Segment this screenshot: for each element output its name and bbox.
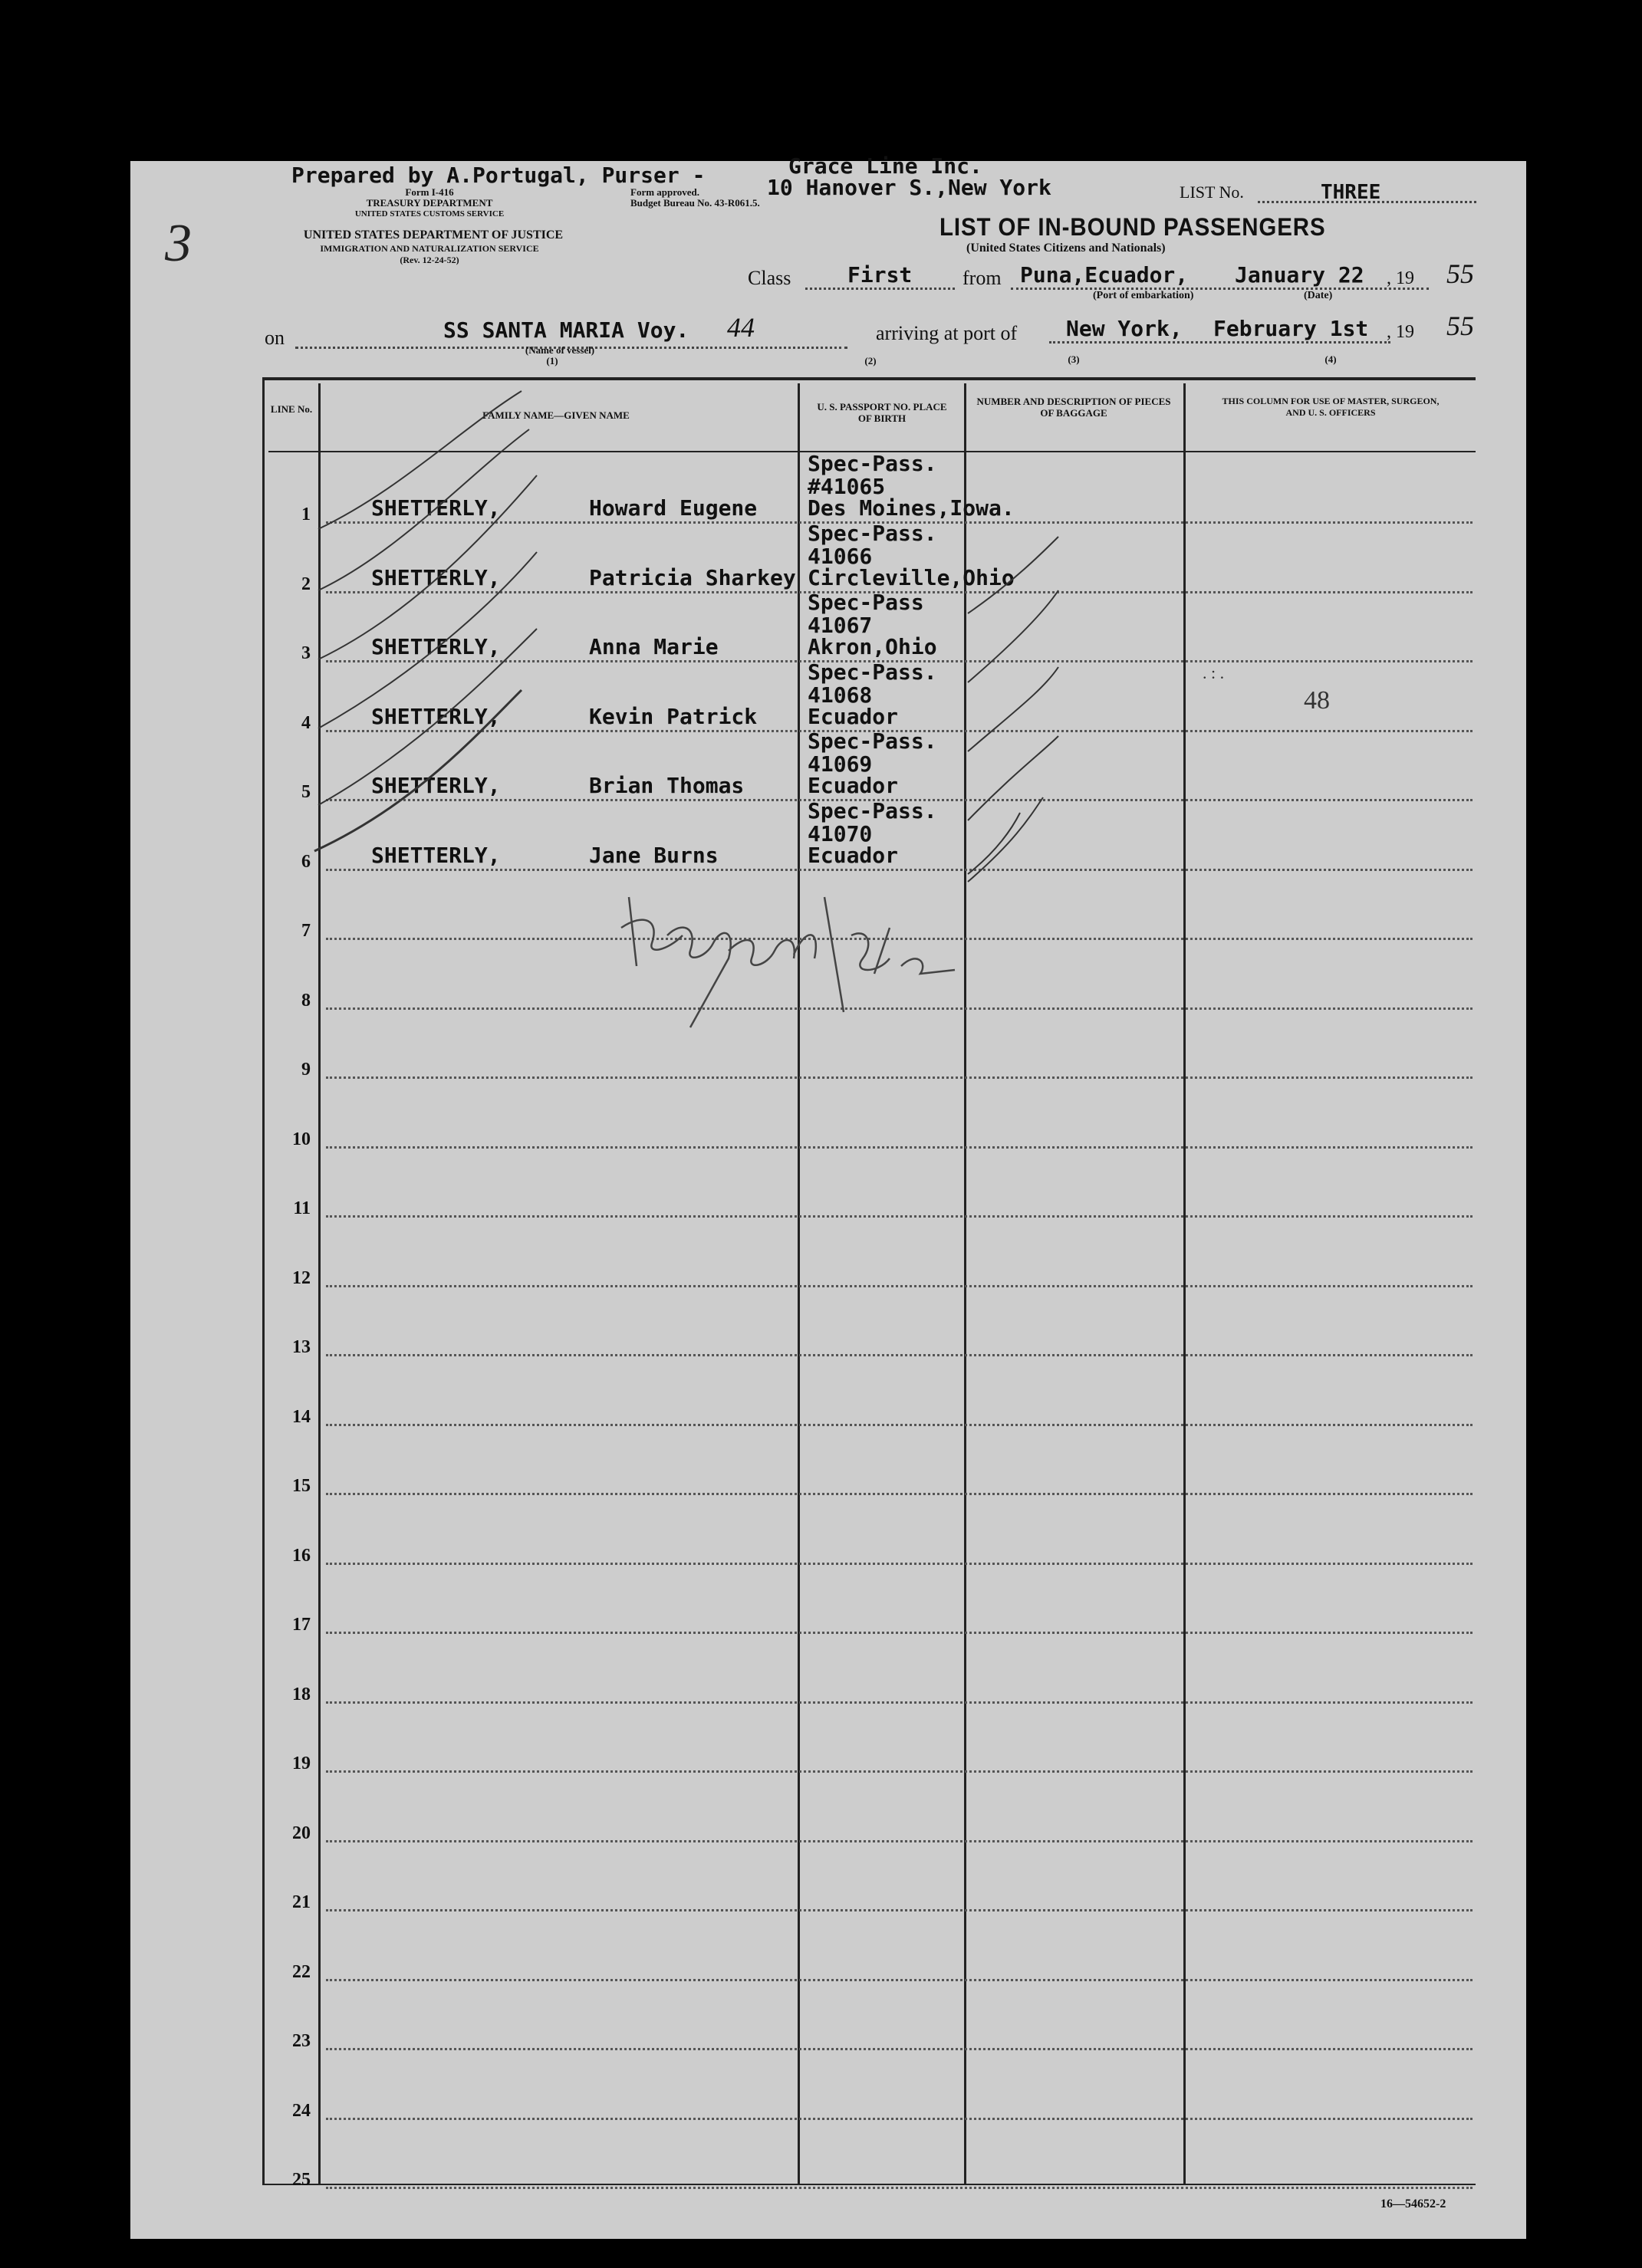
line-number: 6: [301, 851, 311, 872]
col-header-officers: THIS COLUMN FOR USE OF MASTER, SURGEON, AND U. S. OFFICERS: [1222, 396, 1440, 418]
passport-number: 41069: [808, 751, 873, 777]
company-address: 10 Hanover S.,New York: [767, 175, 1051, 200]
line-number: 2: [301, 574, 311, 594]
birthplace: Akron,Ohio: [808, 634, 937, 659]
passport-number: 41068: [808, 682, 873, 708]
col-header-passport: U. S. PASSPORT NO. PLACE OF BIRTH: [817, 401, 947, 424]
birthplace: Ecuador: [808, 773, 899, 798]
caption-4: (4): [1324, 353, 1337, 365]
caption-1: (1): [546, 355, 558, 366]
caption-2: (2): [864, 355, 877, 366]
date-caption: (Date): [1304, 290, 1333, 301]
line-number: 18: [292, 1684, 311, 1704]
given-name: Howard Eugene: [589, 495, 758, 521]
officer-dots: . : .: [1203, 663, 1225, 682]
line-number: 19: [292, 1754, 311, 1773]
passport-type: Spec-Pass.: [808, 797, 937, 823]
embark-year-prefix: , 19: [1387, 268, 1414, 288]
given-name: Anna Marie: [589, 634, 719, 659]
family-name: SHETTERLY,: [371, 773, 501, 798]
page-mark: 3: [165, 214, 192, 273]
given-name: Patricia Sharkey: [589, 564, 796, 590]
passport-number: 41066: [808, 543, 873, 569]
line-number: 14: [292, 1406, 311, 1427]
manifest-title: LIST OF IN-BOUND PASSENGERS: [939, 213, 1326, 241]
justice-dept: UNITED STATES DEPARTMENT OF JUSTICE: [303, 228, 564, 242]
embark-year: 55: [1446, 258, 1474, 289]
family-name: SHETTERLY,: [371, 634, 501, 659]
form-revision: (Rev. 12-24-52): [400, 255, 459, 265]
prepared-by: Prepared by A.Portugal, Purser -: [291, 163, 706, 188]
birthplace: Ecuador: [808, 842, 899, 868]
customs-service: UNITED STATES CUSTOMS SERVICE: [354, 209, 505, 219]
arrival-year: 55: [1446, 311, 1474, 341]
voyage-number: 44: [727, 312, 755, 343]
line-number: 17: [292, 1615, 311, 1635]
form-number: Form I-416: [405, 186, 454, 198]
arrival-date: February 1st: [1213, 316, 1369, 341]
arrival-port: New York,: [1066, 316, 1183, 341]
family-name: SHETTERLY,: [371, 703, 501, 729]
passport-type: Spec-Pass.: [808, 728, 937, 754]
footer-code: 16—54652-2: [1380, 2197, 1446, 2210]
line-number: 23: [292, 2031, 311, 2051]
line-number: 24: [292, 2100, 311, 2121]
line-number: 4: [301, 712, 311, 733]
line-number: 20: [292, 1823, 311, 1843]
class-label: Class: [748, 267, 791, 289]
line-number: 21: [292, 1892, 311, 1912]
passport-number: #41065: [808, 474, 886, 499]
from-label: from: [962, 267, 1002, 289]
line-number: 25: [292, 2170, 311, 2190]
immigration-service: IMMIGRATION AND NATURALIZATION SERVICE: [320, 243, 539, 254]
handwritten-signature: [614, 882, 959, 1035]
embarkation-date: January 22: [1235, 262, 1364, 288]
given-name: Kevin Patrick: [589, 703, 758, 729]
line-number: 9: [301, 1060, 311, 1080]
passport-number: 41067: [808, 613, 873, 638]
line-number: 5: [301, 782, 311, 802]
port-of-embarkation: Puna,Ecuador,: [1020, 262, 1189, 288]
on-label: on: [265, 327, 285, 349]
line-number: 22: [292, 1961, 311, 1982]
form-approved: Form approved.: [630, 186, 700, 198]
passport-type: Spec-Pass: [808, 590, 924, 615]
line-number: 1: [301, 505, 311, 524]
col-header-name: FAMILY NAME—GIVEN NAME: [482, 409, 630, 421]
class-value: First: [847, 262, 913, 288]
line-number: 11: [293, 1198, 311, 1218]
caption-3: (3): [1068, 353, 1080, 365]
col-header-line-no: LINE No.: [270, 403, 313, 415]
passport-type: Spec-Pass.: [808, 659, 937, 685]
line-number: 3: [301, 643, 311, 663]
family-name: SHETTERLY,: [371, 564, 501, 590]
line-number: 15: [292, 1476, 311, 1496]
company-name: Grace Line Inc.: [788, 153, 982, 179]
given-name: Jane Burns: [589, 842, 719, 868]
arriving-label: arriving at port of: [876, 322, 1018, 344]
vessel-caption: (Name of vessel): [525, 344, 595, 356]
passport-number: 41070: [808, 820, 873, 846]
list-no-label: LIST No.: [1180, 182, 1244, 202]
line-number: 13: [292, 1337, 311, 1357]
budget-bureau: Budget Bureau No. 43-R061.5.: [630, 197, 760, 209]
line-number: 8: [301, 990, 311, 1011]
list-no-value: THREE: [1321, 181, 1381, 204]
col-header-baggage: NUMBER AND DESCRIPTION OF PIECES OF BAGGAGE: [976, 396, 1171, 419]
passport-type: Spec-Pass.: [808, 520, 937, 546]
family-name: SHETTERLY,: [371, 495, 501, 521]
treasury-dept: TREASURY DEPARTMENT: [366, 197, 493, 209]
line-number: 12: [292, 1267, 311, 1288]
line-number: 7: [301, 921, 311, 941]
given-name: Brian Thomas: [589, 773, 745, 798]
birthplace: Ecuador: [808, 703, 899, 729]
family-name: SHETTERLY,: [371, 842, 501, 868]
manifest-subtitle: (United States Citizens and Nationals): [966, 242, 1166, 255]
birthplace: Des Moines,Iowa.: [808, 495, 1015, 521]
vessel-name: SS SANTA MARIA Voy.: [443, 317, 689, 343]
passport-type: Spec-Pass.: [808, 451, 937, 476]
port-caption: (Port of embarkation): [1093, 290, 1194, 301]
officer-note: 48: [1304, 686, 1330, 715]
birthplace: Circleville,Ohio: [808, 564, 1015, 590]
arrival-year-prefix: , 19: [1387, 322, 1414, 342]
line-number: 10: [292, 1129, 311, 1149]
line-number: 16: [292, 1545, 311, 1566]
